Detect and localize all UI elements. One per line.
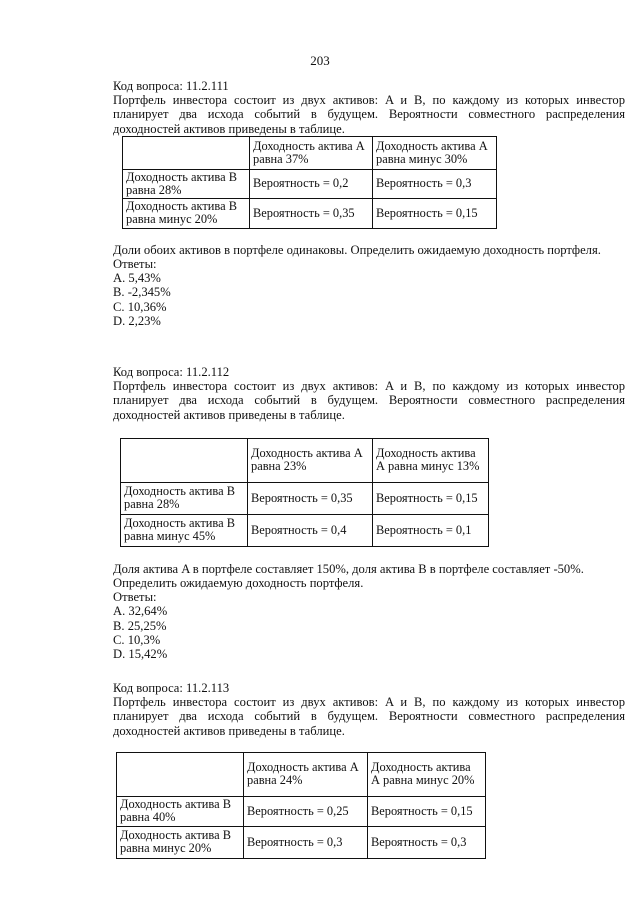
table-cell: Вероятность = 0,25 [244, 796, 368, 826]
question-block [113, 79, 625, 328]
question-intro: Портфель инвестора состоит из двух активов: A и B, по каждому из которых инвестор планирует два исхода событий в будущем. Вероятности совместного распределения доходностей активов приведены в таблице. [113, 695, 625, 738]
question-code: Код вопроса: 11.2.112 [113, 365, 230, 379]
table-row-label: Доходность актива В равна минус 20% [123, 198, 250, 228]
table-row [117, 826, 486, 858]
table-row-label: Доходность актива В равна минус 20% [117, 826, 244, 858]
table-cell: Вероятность = 0,3 [373, 169, 497, 198]
answer-option: B. -2,345% [113, 285, 171, 300]
table-cell: Вероятность = 0,3 [368, 826, 486, 858]
probability-table [122, 136, 497, 229]
table-col-header: Доходность актива А равна 23% [248, 438, 373, 482]
table-cell: Вероятность = 0,1 [373, 514, 489, 546]
question-intro: Портфель инвестора состоит из двух активов: A и B, по каждому из которых инвестор планирует два исхода событий в будущем. Вероятности совместного распределения доходностей активов приведены в таблице. [113, 93, 625, 136]
table-row [123, 198, 497, 228]
table-row-label: Доходность актива В равна 40% [117, 796, 244, 826]
answers-label: Ответы: [113, 257, 157, 272]
table-corner-cell [123, 136, 250, 169]
answer-option: A. 32,64% [113, 604, 168, 619]
answer-option: A. 5,43% [113, 271, 161, 286]
page-number: 203 [310, 53, 330, 68]
question-code: Код вопроса: 11.2.111 [113, 79, 229, 93]
table-cell: Вероятность = 0,35 [250, 198, 373, 228]
question-block [113, 365, 625, 661]
table-row [121, 482, 489, 514]
table-header-row [121, 438, 489, 482]
table-row-label: Доходность актива В равна 28% [121, 482, 248, 514]
question-code: Код вопроса: 11.2.113 [113, 681, 230, 695]
table-col-header: Доходность актива А равна минус 30% [373, 136, 497, 169]
table-row-label: Доходность актива В равна 28% [123, 169, 250, 198]
answer-option: D. 15,42% [113, 647, 168, 662]
answers-list [113, 590, 625, 661]
table-col-header: Доходность актива А равна минус 20% [368, 752, 486, 796]
table-cell: Вероятность = 0,35 [248, 482, 373, 514]
table-cell: Вероятность = 0,2 [250, 169, 373, 198]
answer-option: D. 2,23% [113, 313, 161, 328]
table-col-header: Доходность актива А равна 37% [250, 136, 373, 169]
table-cell: Вероятность = 0,15 [373, 198, 497, 228]
table-cell: Вероятность = 0,4 [248, 514, 373, 546]
question-condition: Доля актива A в портфеле составляет 150%, доля актива B в портфеле составляет -50%. Определить ожидаемую доходность портфеля. [113, 561, 584, 591]
question-condition: Доли обоих активов в портфеле одинаковы. Определить ожидаемую доходность портфеля. [113, 242, 601, 257]
table-col-header: Доходность актива А равна 24% [244, 752, 368, 796]
table-cell: Вероятность = 0,15 [373, 482, 489, 514]
answer-option: C. 10,3% [113, 632, 161, 647]
question-intro: Портфель инвестора состоит из двух активов: A и B, по каждому из которых инвестор планирует два исхода событий в будущем. Вероятности совместного распределения доходностей активов приведены в таблице. [113, 379, 625, 422]
table-corner-cell [121, 438, 248, 482]
answers-label: Ответы: [113, 590, 157, 605]
table-header-row [117, 752, 486, 796]
table-col-header: Доходность актива А равна минус 13% [373, 438, 489, 482]
answer-option: B. 25,25% [113, 618, 167, 633]
table-row [117, 796, 486, 826]
probability-table [120, 438, 489, 547]
answer-option: C. 10,36% [113, 299, 167, 314]
table-corner-cell [117, 752, 244, 796]
table-row-label: Доходность актива В равна минус 45% [121, 514, 248, 546]
table-cell: Вероятность = 0,3 [244, 826, 368, 858]
table-row [121, 514, 489, 546]
answers-list [113, 257, 625, 328]
table-header-row [123, 136, 497, 169]
probability-table [116, 752, 486, 859]
question-block [113, 681, 625, 859]
table-row [123, 169, 497, 198]
table-cell: Вероятность = 0,15 [368, 796, 486, 826]
